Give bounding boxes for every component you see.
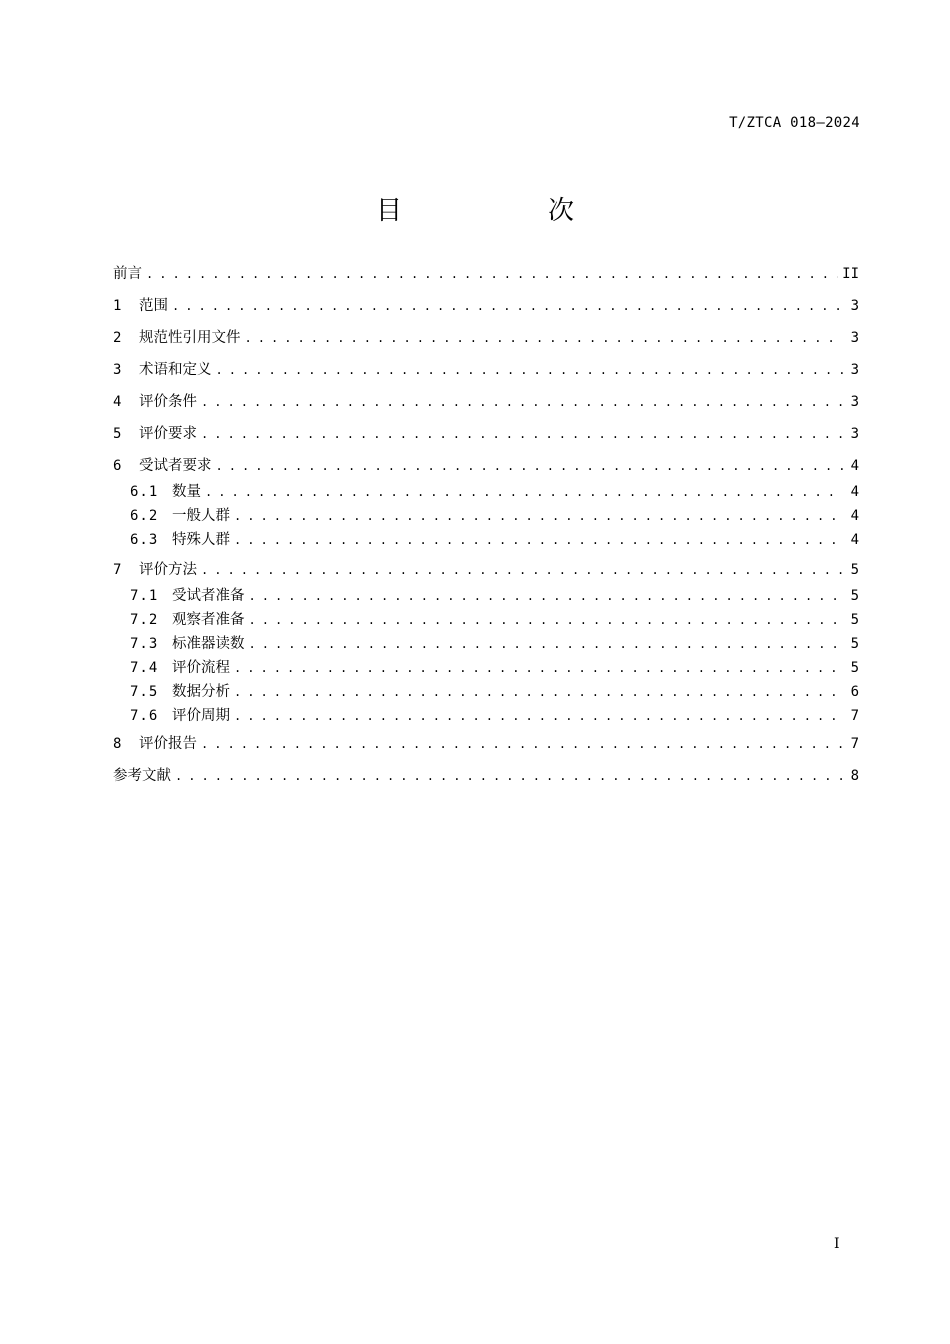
toc-entry[interactable] [113, 586, 859, 606]
toc-entry-label: 前言 [113, 266, 142, 282]
toc-entry-label: 评价要求 [139, 426, 197, 442]
toc-entry-label: 评价报告 [139, 736, 197, 752]
toc-entry-page: 3 [850, 362, 859, 378]
toc-entry-number: 6.3 [130, 532, 159, 548]
toc-entry-number: 7.5 [130, 684, 159, 700]
toc-entry-page: 7 [850, 708, 859, 724]
toc-entry-label: 标准器读数 [172, 636, 245, 652]
toc-dot-leader [216, 360, 844, 380]
toc-entry[interactable] [113, 296, 859, 316]
toc-entry-number: 2 [113, 330, 122, 346]
toc-entry-label: 评价条件 [139, 394, 197, 410]
toc-dot-leader [201, 560, 843, 580]
toc-entry[interactable] [113, 682, 859, 702]
toc-entry-page: 5 [850, 636, 859, 652]
toc-entry-number: 7 [113, 562, 122, 578]
toc-entry-label: 受试者要求 [139, 458, 212, 474]
toc-entry[interactable] [113, 264, 859, 284]
toc-entry[interactable] [113, 734, 859, 754]
toc-dot-leader [201, 392, 843, 412]
toc-entry-page: 5 [850, 588, 859, 604]
toc-entry-page: 3 [850, 330, 859, 346]
toc-entry-page: II [842, 266, 859, 282]
page-title: 目 次 [375, 196, 634, 226]
toc-entry-number: 7.4 [130, 660, 159, 676]
toc-entry-label: 评价方法 [139, 562, 197, 578]
toc-dot-leader [146, 264, 838, 284]
toc-entry-label: 受试者准备 [172, 588, 245, 604]
toc-entry-page: 3 [850, 426, 859, 442]
toc-dot-leader [234, 706, 843, 726]
toc-dot-leader [201, 424, 843, 444]
toc-entry-number: 4 [113, 394, 122, 410]
toc-entry-page: 4 [850, 458, 859, 474]
toc-dot-leader [249, 634, 844, 654]
toc-entry[interactable] [113, 506, 859, 526]
toc-entry[interactable] [113, 392, 859, 412]
toc-entry-label: 评价流程 [172, 660, 230, 676]
toc-entry[interactable] [113, 456, 859, 476]
toc-entry[interactable] [113, 560, 859, 580]
toc-entry[interactable] [113, 706, 859, 726]
toc-entry-label: 观察者准备 [172, 612, 245, 628]
toc-entry-page: 5 [850, 562, 859, 578]
toc-entry[interactable] [113, 658, 859, 678]
toc-dot-leader [205, 482, 843, 502]
toc-entry-number: 5 [113, 426, 122, 442]
toc-entry[interactable] [113, 328, 859, 348]
toc-entry[interactable] [113, 766, 859, 786]
toc-entry-number: 6.2 [130, 508, 159, 524]
toc-dot-leader [245, 328, 844, 348]
toc-entry-page: 3 [850, 394, 859, 410]
toc-entry-label: 评价周期 [172, 708, 230, 724]
document-code: T/ZTCA 018—2024 [729, 115, 860, 131]
toc-entry[interactable] [113, 610, 859, 630]
toc-entry-label: 数据分析 [172, 684, 230, 700]
toc-dot-leader [201, 734, 843, 754]
toc-entry-page: 7 [850, 736, 859, 752]
toc-entry-number: 6.1 [130, 484, 159, 500]
toc-entry-label: 规范性引用文件 [139, 330, 241, 346]
toc-dot-leader [249, 610, 844, 630]
toc-entry-label: 范围 [139, 298, 168, 314]
toc-entry-label: 数量 [172, 484, 201, 500]
toc-entry[interactable] [113, 530, 859, 550]
toc-dot-leader [234, 506, 843, 526]
toc-entry[interactable] [113, 360, 859, 380]
toc-entry-label: 一般人群 [172, 508, 230, 524]
toc-entry-page: 5 [850, 660, 859, 676]
toc-entry-number: 3 [113, 362, 122, 378]
toc-dot-leader [234, 530, 843, 550]
toc-entry-number: 6 [113, 458, 122, 474]
toc-entry-label: 特殊人群 [172, 532, 230, 548]
toc-entry-number: 8 [113, 736, 122, 752]
toc-entry-number: 7.6 [130, 708, 159, 724]
toc-dot-leader [175, 766, 843, 786]
toc-entry-page: 8 [850, 768, 859, 784]
toc-entry-label: 术语和定义 [139, 362, 212, 378]
toc-entry-number: 7.2 [130, 612, 159, 628]
toc-entry-page: 4 [850, 508, 859, 524]
toc-dot-leader [234, 658, 843, 678]
toc-entry-number: 1 [113, 298, 122, 314]
toc-dot-leader [234, 682, 843, 702]
toc-entry[interactable] [113, 424, 859, 444]
toc-entry-number: 7.1 [130, 588, 159, 604]
toc-entry-page: 4 [850, 532, 859, 548]
toc-entry-page: 4 [850, 484, 859, 500]
toc-entry[interactable] [113, 482, 859, 502]
toc-entry[interactable] [113, 634, 859, 654]
toc-entry-number: 7.3 [130, 636, 159, 652]
toc-dot-leader [216, 456, 844, 476]
toc-entry-page: 6 [850, 684, 859, 700]
toc-dot-leader [172, 296, 843, 316]
toc-entry-page: 3 [850, 298, 859, 314]
page-number: I [834, 1236, 840, 1252]
toc-entry-label: 参考文献 [113, 768, 171, 784]
toc-entry-page: 5 [850, 612, 859, 628]
toc-dot-leader [249, 586, 844, 606]
